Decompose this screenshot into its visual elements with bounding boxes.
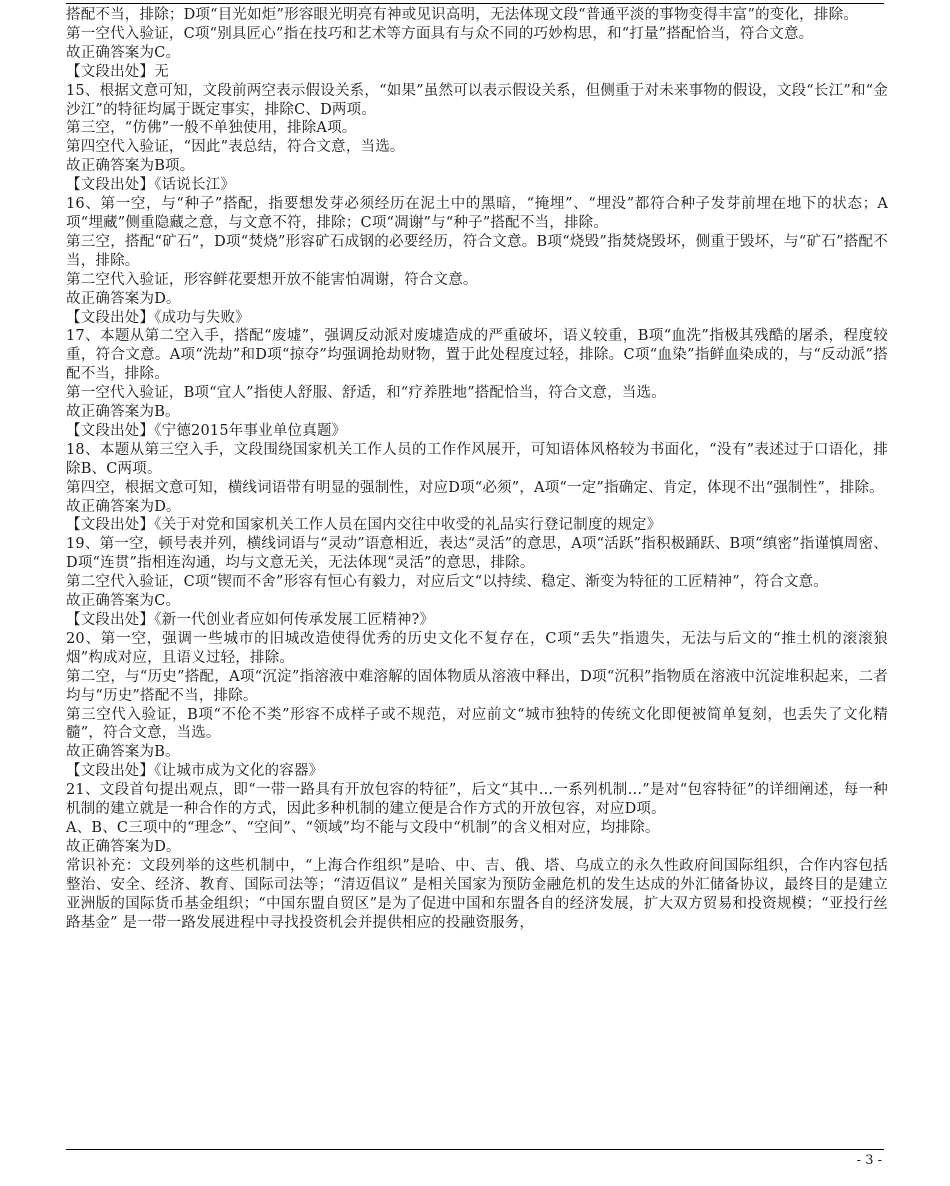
source-line: 【文段出处】《关于对党和国家机关工作人员在国内交往中收受的礼品实行登记制度的规定》	[66, 517, 662, 534]
paragraph: 故正确答案为B。	[66, 744, 180, 761]
paragraph: 18、本题从第三空入手，文段围绕国家机关工作人员的工作作风展开，可知语体风格较为书面化，“没有”表述过于口语化，排除B、C两项。	[66, 441, 888, 477]
bottom-rule	[66, 1149, 884, 1150]
top-rule	[66, 3, 884, 4]
paragraph: 故正确答案为C。	[66, 593, 181, 610]
paragraph: 故正确答案为D。	[66, 498, 181, 515]
source-line: 【文段出处】《宁德2015年事业单位真题》	[66, 422, 347, 439]
paragraph: 第一空代入验证，C项“别具匠心”指在技巧和艺术等方面具有与众不同的巧妙构思，和“打量”搭配恰当，符合文意。	[66, 25, 814, 42]
paragraph: 故正确答案为D。	[66, 838, 181, 855]
source-line: 【文段出处】《新一代创业者应如何传承发展工匠精神?》	[66, 612, 435, 628]
paragraph: A、B、C三项中的“理念”、“空间”、“领域”均不能与文段中“机制”的含义相对应，均排除。	[66, 819, 660, 836]
paragraph: 第四空，根据文意可知，横线词语带有明显的强制性，对应D项“必须”，A项“一定”指确定、肯定，体现不出“强制性”，排除。	[66, 479, 884, 496]
paragraph: 17、本题从第二空入手，搭配“废墟”，强调反动派对废墟造成的严重破坏，语义较重，B项“血洗”指极其残酷的屠杀，程度较重，符合文意。A项“洗劫”和D项“掠夺”均强调抢劫财物，置于此处程度过轻，排除。C项“血染”指鲜血染成的，与“反动派”搭配不当，排除。	[66, 328, 888, 383]
paragraph: 第二空代入验证，形容鲜花要想开放不能害怕凋谢，符合文意。	[66, 271, 478, 288]
source-line: 【文段出处】《让城市成为文化的容器》	[66, 763, 324, 780]
source-line: 【文段出处】《成功与失败》	[66, 309, 250, 326]
paragraph: 第二空代入验证，C项“锲而不舍”形容有恒心有毅力，对应后文“以持续、稳定、渐变为特征的工匠精神”，符合文意。	[66, 574, 829, 591]
paragraph: 第一空代入验证，B项“宜人”指使人舒服、舒适，和“疗养胜地”搭配恰当，符合文意，当选。	[66, 385, 666, 402]
paragraph: 常识补充：文段列举的这些机制中，“上海合作组织”是哈、中、吉、俄、塔、乌成立的永久性政府间国际组织，合作内容包括整治、安全、经济、教育、国际司法等；“清迈倡议” 是相关国家为预防金融危机的发生达成的外汇储备协议，最终目的是建立亚洲版的国际货币基金组织；“中国东盟自贸区”是为了促进中国和东盟各自的经济发展，扩大双方贸易和投资规模；“亚投行丝路基金” 是一带一路发展进程中寻找投资机会并提供相应的投融资服务，	[66, 857, 888, 931]
paragraph: 20、第一空，强调一些城市的旧城改造使得优秀的历史文化不复存在，C项“丢失”指遗失，无法与后文的“推土机的滚滚狼烟”构成对应，且语义过轻，排除。	[66, 630, 888, 666]
paragraph: 第三空，搭配“矿石”，D项“焚烧”形容矿石成钢的必要经历，符合文意。B项“烧毁”指焚烧毁坏，侧重于毁坏，与“矿石”搭配不当，排除。	[66, 233, 888, 269]
paragraph: 19、第一空，顿号表并列，横线词语与“灵动”语意相近，表达“灵活”的意思，A项“活跃”指积极踊跃、B项“缜密”指谨慎周密、D项“连贯”指相连沟通，均与文意无关，无法体现“灵活”的意思，排除。	[66, 536, 888, 572]
page-number: - 3 -	[856, 1153, 882, 1168]
paragraph: 故正确答案为D。	[66, 290, 181, 307]
paragraph: 故正确答案为B项。	[66, 158, 195, 175]
paragraph: 第四空代入验证，“因此”表总结，符合文意，当选。	[66, 139, 405, 156]
source-line: 【文段出处】无	[66, 63, 169, 80]
paragraph: 故正确答案为B。	[66, 404, 180, 421]
paragraph: 第三空，“仿佛”一般不单独使用，排除A项。	[66, 120, 357, 137]
paragraph: 15、根据文意可知，文段前两空表示假设关系，“如果”虽然可以表示假设关系，但侧重于对未来事物的假设，文段“长江”和“金沙江”的特征均属于既定事实，排除C、D两项。	[66, 82, 888, 118]
source-line: 【文段出处】《话说长江》	[66, 177, 236, 194]
paragraph: 21、文段首句提出观点，即“一带一路具有开放包容的特征”，后文“其中…一系列机制…”是对“包容特征”的详细阐述，每一种机制的建立就是一种合作的方式，因此多种机制的建立便是合作方式的开放包容，对应D项。	[66, 782, 888, 818]
document-body	[66, 6, 888, 932]
paragraph: 第三空代入验证，B项“不伦不类”形容不成样子或不规范，对应前文“城市独特的传统文化即便被简单复刻，也丢失了文化精髓”，符合文意，当选。	[66, 706, 888, 742]
paragraph: 故正确答案为C。	[66, 44, 181, 61]
paragraph: 16、第一空，与“种子”搭配，指要想发芽必须经历在泥土中的黑暗，“掩埋”、“埋没”都符合种子发芽前埋在地下的状态；A项“埋藏”侧重隐藏之意，与文意不符，排除；C项“凋谢”与“种子”搭配不当，排除。	[66, 196, 888, 231]
paragraph: 搭配不当，排除；D项“目光如炬”形容眼光明亮有神或见识高明，无法体现文段“普通平淡的事物变得丰富”的变化，排除。	[66, 7, 858, 23]
paragraph: 第二空，与“历史”搭配，A项“沉淀”指溶液中难溶解的固体物质从溶液中释出，D项“沉积”指物质在溶液中沉淀堆积起来，二者均与“历史”搭配不当，排除。	[66, 668, 888, 704]
